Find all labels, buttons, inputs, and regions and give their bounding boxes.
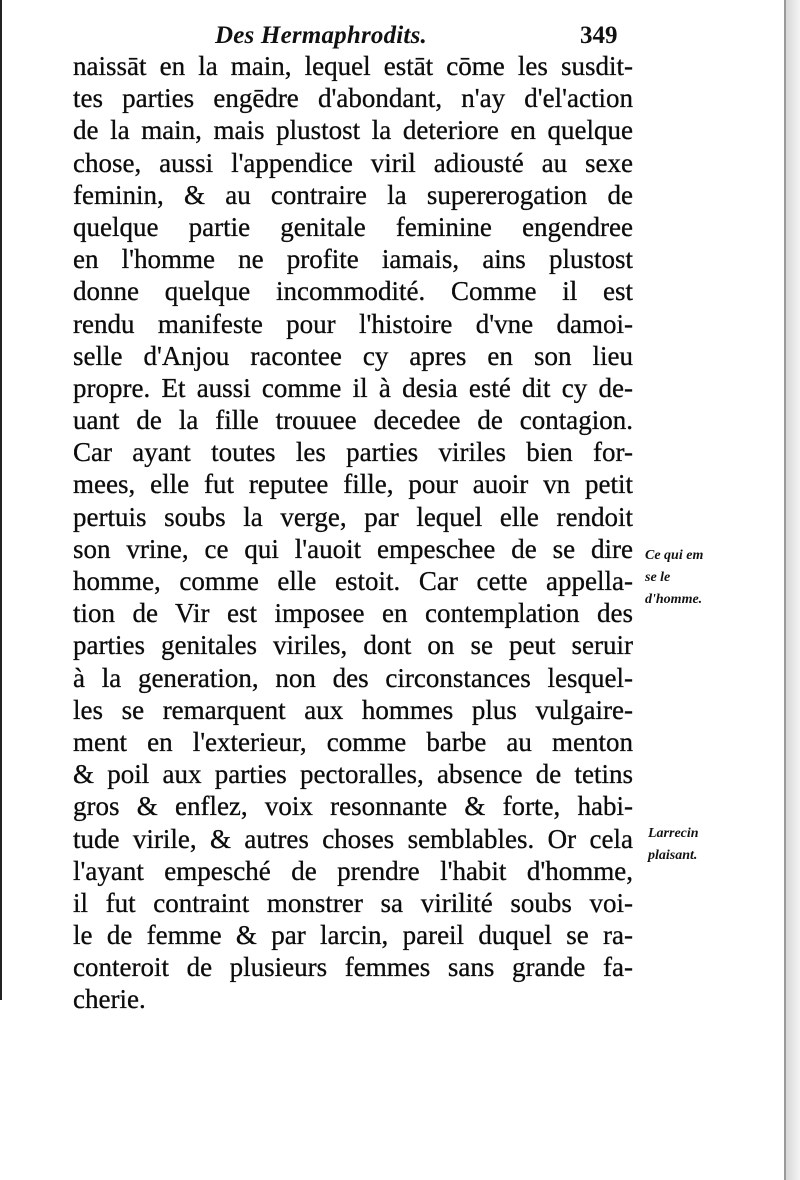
text-line: homme, comme elle estoit. Car cette appella- bbox=[73, 566, 633, 596]
running-head: Des Hermaphrodits. bbox=[215, 22, 427, 49]
text-line: son vrine, ce qui l'auoit empeschee de se dire bbox=[73, 533, 633, 564]
margin-note bbox=[645, 545, 703, 611]
text-line: cherie. bbox=[73, 984, 146, 1015]
text-line: chose, aussi l'appendice viril adiousté au sexe bbox=[73, 147, 633, 178]
margin-note-line: se le bbox=[645, 570, 671, 585]
text-line: selle d'Anjou racontee cy apres en son lieu bbox=[73, 340, 633, 371]
text-line: tude virile, & autres choses semblables. Or cela bbox=[73, 823, 633, 854]
text-line: rendu manifeste pour l'histoire d'vne damoi- bbox=[73, 308, 633, 339]
text-line: l'ayant empesché de prendre l'habit d'homme, bbox=[73, 855, 633, 886]
margin-note-line: Ce qui em bbox=[645, 548, 704, 563]
text-line: tes parties engēdre d'abondant, n'ay d'el'action bbox=[73, 83, 633, 114]
text-line: gros & enflez, voix resonnante & forte, habi- bbox=[73, 791, 633, 822]
text-line: il fut contraint monstrer sa virilité soubs voi- bbox=[73, 887, 633, 918]
text-line: mees, elle fut reputee fille, pour auoir vn petit bbox=[73, 469, 633, 500]
page-number: 349 bbox=[580, 22, 618, 49]
text-line: en l'homme ne profite iamais, ains plustost bbox=[73, 244, 633, 275]
body-text bbox=[73, 50, 633, 1016]
text-line: pertuis soubs la verge, par lequel elle rendoit bbox=[73, 501, 633, 532]
text-line: propre. Et aussi comme il à desia esté dit cy de- bbox=[73, 372, 633, 403]
text-line: & poil aux parties pectoralles, absence de tetins bbox=[73, 759, 633, 790]
text-line: Car ayant toutes les parties viriles bien for- bbox=[73, 437, 633, 468]
text-line: ment en l'exterieur, comme barbe au menton bbox=[73, 726, 633, 757]
margin-note-line: plaisant. bbox=[648, 848, 698, 863]
margin-note-line: Larrecin bbox=[648, 826, 699, 841]
text-line: naissāt en la main, lequel estāt cōme les susdit- bbox=[73, 51, 633, 81]
page-gutter-shadow bbox=[786, 0, 800, 1180]
text-line: le de femme & par larcin, pareil duquel se ra- bbox=[73, 920, 633, 951]
margin-note-line: d'homme. bbox=[645, 592, 703, 607]
text-line: tion de Vir est imposee en contemplation des bbox=[73, 598, 633, 629]
margin-note bbox=[648, 823, 699, 867]
page-left-edge bbox=[0, 0, 2, 1000]
text-line: parties genitales viriles, dont on se peut seruir bbox=[73, 630, 633, 661]
text-line: uant de la fille trouuee decedee de contagion. bbox=[73, 405, 633, 436]
text-line: à la generation, non des circonstances lesquel- bbox=[73, 662, 633, 693]
text-line: donne quelque incommodité. Comme il est bbox=[73, 276, 633, 307]
text-line: quelque partie genitale feminine engendree bbox=[73, 211, 633, 242]
text-line: feminin, & au contraire la supererogation de bbox=[73, 179, 633, 210]
text-line: de la main, mais plustost la deteriore en quelque bbox=[73, 115, 633, 146]
text-line: les se remarquent aux hommes plus vulgaire- bbox=[73, 694, 633, 725]
text-line: conteroit de plusieurs femmes sans grande fa- bbox=[73, 952, 633, 983]
